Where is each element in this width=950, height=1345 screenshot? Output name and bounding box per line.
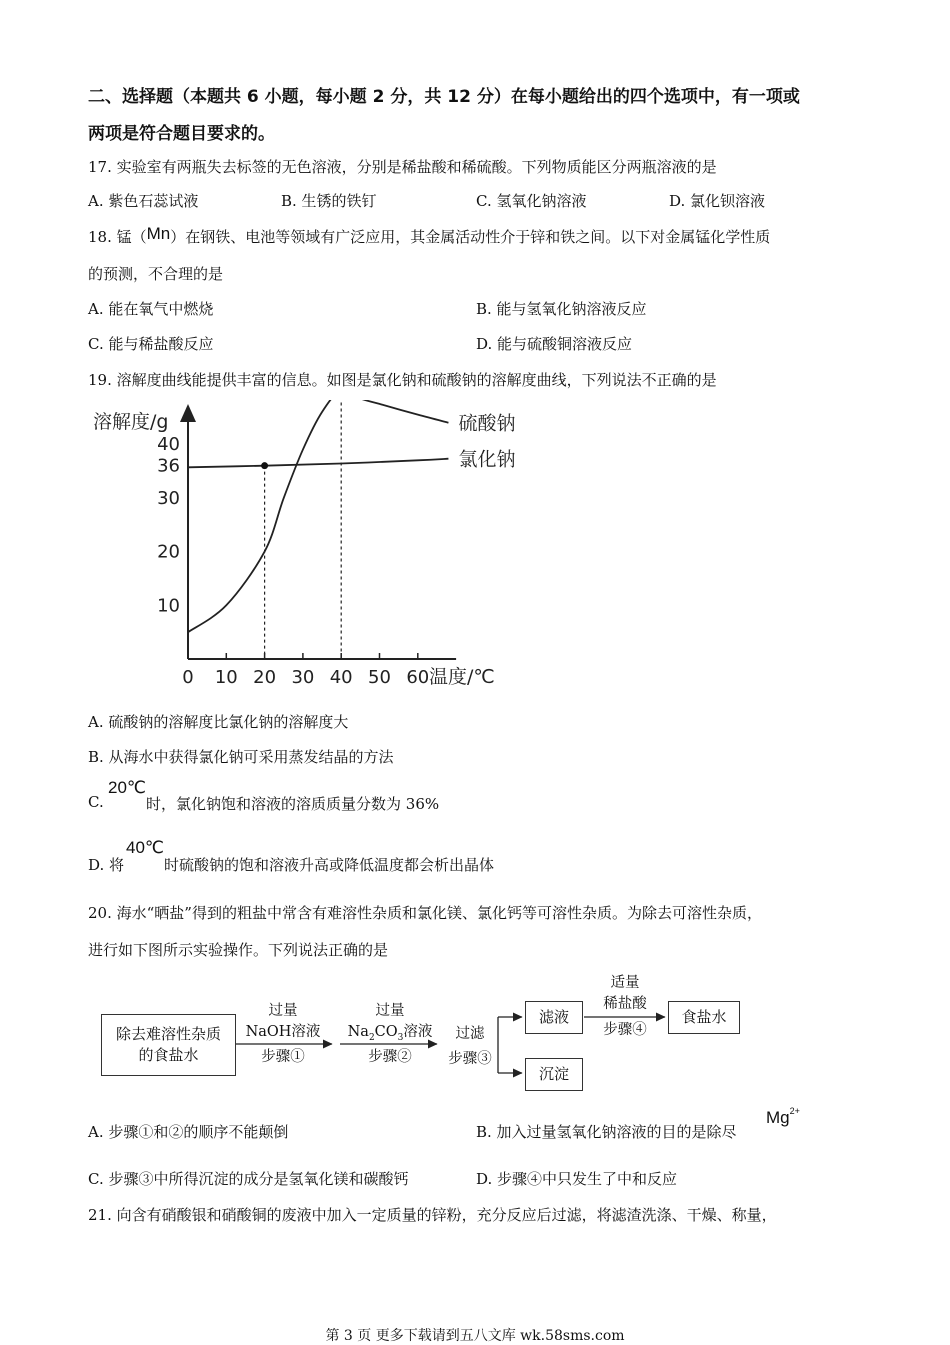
y-axis-label: 溶解度/g: [93, 411, 169, 433]
q17-option-a: A. 紫色石蕊试液: [88, 192, 199, 210]
step2-reagent-solution: 溶液: [403, 1024, 433, 1040]
start-box: [101, 1014, 236, 1076]
step2-reagent-co: CO: [374, 1024, 398, 1040]
step2-reagent-sub2: 3: [397, 1032, 404, 1043]
step2-reagent: [342, 1023, 438, 1048]
step4-reagent: 稀盐酸: [603, 996, 647, 1012]
step2-reagent-na: Na: [347, 1024, 369, 1040]
y-tick-label: [157, 400, 180, 402]
filtrate-box: 滤液: [525, 1001, 583, 1034]
step2-top: 过量: [375, 1003, 405, 1019]
x-tick-label: 40: [329, 667, 353, 688]
q20-stem-line2: 进行如下图所示实验操作。下列说法正确的是: [88, 941, 389, 959]
q17-option-c: C. 氢氧化钠溶液: [476, 192, 587, 210]
q18-option-a: A. 能在氧气中燃烧: [88, 300, 214, 318]
step2-label: 步骤②: [368, 1049, 412, 1065]
x-axis-label: 温度/℃: [428, 666, 495, 688]
step1-reagent: NaOH溶液: [245, 1024, 321, 1040]
x-tick-label: 60: [406, 667, 430, 688]
step4-label: 步骤④: [603, 1022, 647, 1038]
section-heading-line1: 二、选择题（本题共 6 小题，每小题 2 分，共 12 分）在每小题给出的四个选项中，有一项或: [88, 87, 800, 107]
solubility-chart: [88, 400, 528, 695]
q18-option-d: D. 能与硫酸铜溶液反应: [476, 335, 633, 353]
q20-option-b: B. 加入过量氢氧化钠溶液的目的是除尽: [476, 1123, 737, 1141]
y-tick-label: 30: [157, 487, 180, 509]
data-point-marker: [261, 462, 268, 469]
series-label: 硫酸钠: [458, 412, 516, 435]
step3-label: 步骤③: [448, 1051, 492, 1067]
q20-option-c: C. 步骤③中所得沉淀的成分是氢氧化镁和碳酸钙: [88, 1170, 409, 1188]
q19-option-d-temp: 40℃: [126, 838, 165, 857]
x-tick-label: 10: [214, 667, 238, 688]
precipitate-box: 沉淀: [525, 1058, 583, 1091]
step3-top: 过滤: [455, 1026, 485, 1042]
mg-ion: [766, 1108, 800, 1128]
q19-stem: 19. 溶解度曲线能提供丰富的信息。如图是氯化钠和硫酸钠的溶解度曲线，下列说法不正确的是: [88, 371, 717, 389]
y-tick-label: 40: [157, 434, 180, 456]
section-heading-line2: 两项是符合题目要求的。: [88, 124, 275, 144]
x-tick-label: 20: [253, 667, 277, 688]
q17-option-b: B. 生锈的铁钉: [281, 192, 377, 210]
q18-option-b: B. 能与氢氧化钠溶液反应: [476, 300, 647, 318]
step1-label: 步骤①: [261, 1049, 305, 1065]
series-line-sodium-chloride: [188, 459, 448, 468]
x-tick-label: 50: [368, 667, 391, 688]
q19-option-d-prefix: D. 将: [88, 856, 125, 874]
mg-ion-symbol: Mg: [766, 1108, 790, 1127]
end-box: 食盐水: [668, 1001, 740, 1034]
q17-option-d: D. 氯化钡溶液: [669, 192, 766, 210]
q19-option-b: B. 从海水中获得氯化钠可采用蒸发结晶的方法: [88, 748, 394, 766]
mg-ion-charge: 2+: [789, 1106, 800, 1117]
step2-reagent-sub1: 2: [368, 1032, 375, 1043]
start-box-line1: 除去难溶性杂质: [115, 1025, 221, 1043]
q18-mn-symbol: Mn: [146, 224, 171, 243]
series-line-sodium-sulfate: [188, 400, 448, 632]
q18-stem-a: 18. 锰（: [88, 228, 147, 246]
y-tick-label: 20: [157, 541, 180, 563]
q17-stem: 17. 实验室有两瓶失去标签的无色溶液，分别是稀盐酸和稀硫酸。下列物质能区分两瓶溶液的是: [88, 158, 717, 176]
y-tick-label: 36: [157, 455, 180, 477]
page-footer: 第 3 页 更多下载请到五八文库 wk.58sms.com: [325, 1328, 625, 1344]
q20-option-a: A. 步骤①和②的顺序不能颠倒: [88, 1123, 289, 1141]
y-tick-label: 10: [157, 595, 180, 617]
series-label: 氯化钠: [458, 448, 516, 471]
q18-stem-line2: 的预测，不合理的是: [88, 265, 224, 283]
q19-option-d-text: 时硫酸钠的饱和溶液升高或降低温度都会析出晶体: [164, 856, 495, 874]
q18-option-c: C. 能与稀盐酸反应: [88, 335, 214, 353]
step4-top: 适量: [610, 975, 640, 991]
q20-stem-line1: 20. 海水“晒盐”得到的粗盐中常含有难溶性杂质和氯化镁、氯化钙等可溶性杂质。为除去可溶性杂质，: [88, 904, 762, 922]
q21-stem: 21. 向含有硝酸银和硝酸铜的废液中加入一定质量的锌粉，充分反应后过滤，将滤渣洗涤、干燥、称量，: [88, 1206, 777, 1224]
q20-option-d: D. 步骤④中只发生了中和反应: [476, 1170, 678, 1188]
x-tick-label: 30: [291, 667, 315, 688]
q19-option-c-temp: 20℃: [108, 778, 147, 797]
start-box-line2: 的食盐水: [138, 1046, 199, 1064]
x-tick-label: 0: [182, 667, 194, 688]
q18-stem-line1: [88, 226, 770, 247]
q19-option-a: A. 硫酸钠的溶解度比氯化钠的溶解度大: [88, 713, 349, 731]
q19-option-c-text: 时，氯化钠饱和溶液的溶质质量分数为 36%: [146, 795, 440, 813]
q19-option-c-prefix: C.: [88, 793, 104, 811]
q18-stem-b: ）在钢铁、电池等领域有广泛应用，其金属活动性介于锌和铁之间。以下对金属锰化学性质: [170, 228, 771, 246]
step1-top: 过量: [268, 1003, 298, 1019]
